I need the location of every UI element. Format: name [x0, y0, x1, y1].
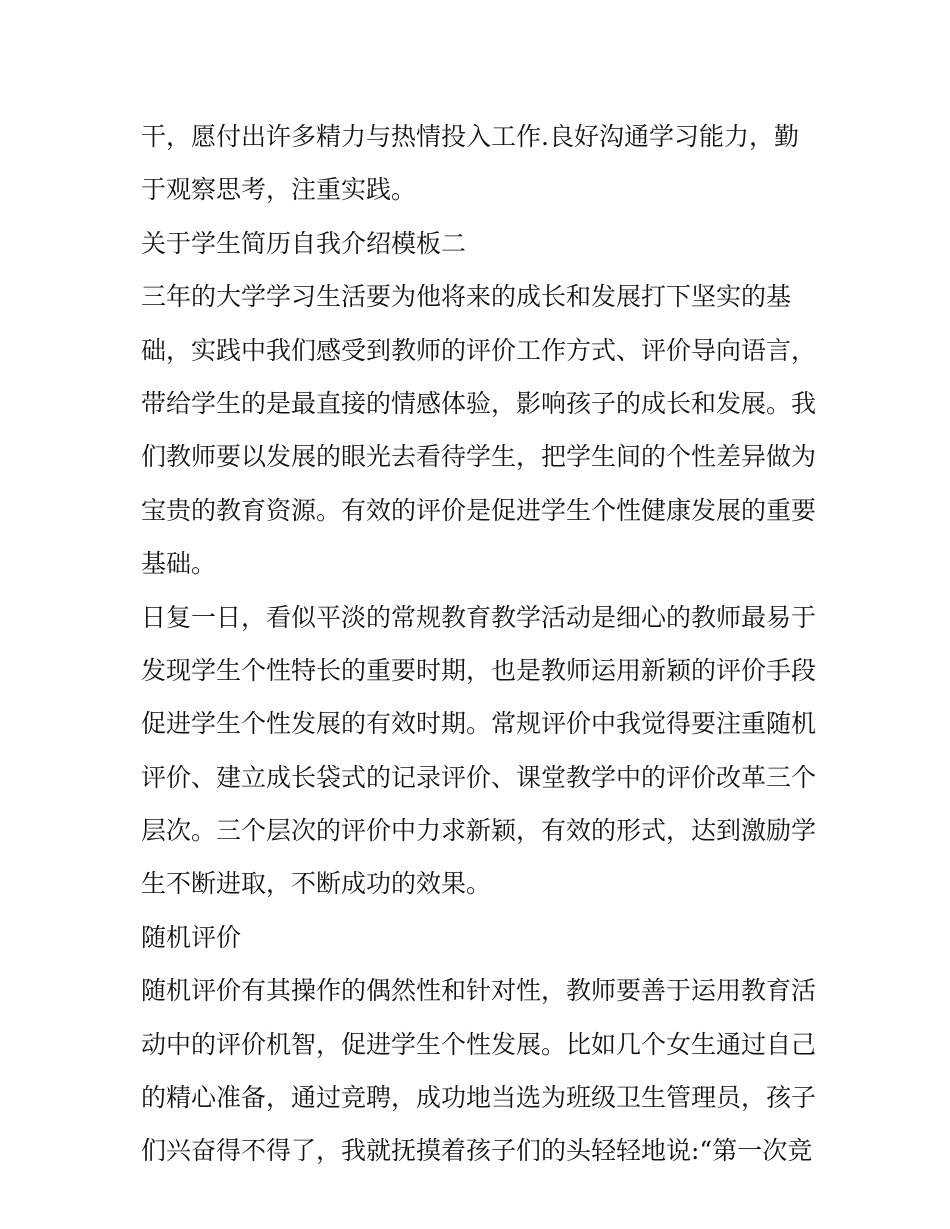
text-line: 评价、建立成长袋式的记录评价、课堂教学中的评价改革三个: [141, 762, 817, 792]
text-line: 于观察思考，注重实践。: [141, 175, 417, 205]
text-line: 们教师要以发展的眼光去看待学生，把学生间的个性差异做为: [141, 442, 817, 472]
text-line: 础，实践中我们感受到教师的评价工作方式、评价导向语言，: [141, 335, 817, 365]
text-line: 随机评价有其操作的偶然性和针对性，教师要善于运用教育活: [141, 976, 817, 1006]
text-line: 们兴奋得不得了，我就抚摸着孩子们的头轻轻地说:“第一次竞: [141, 1136, 813, 1166]
document-body: [141, 110, 841, 1178]
text-line: 生不断进取，不断成功的效果。: [141, 869, 492, 899]
text-line: 层次。三个层次的评价中力求新颖，有效的形式，达到激励学: [141, 816, 817, 846]
text-line: 动中的评价机智，促进学生个性发展。比如几个女生通过自己: [141, 1029, 817, 1059]
text-line: 干，愿付出许多精力与热情投入工作.良好沟通学习能力，勤: [141, 122, 799, 151]
text-line: 三年的大学学习生活要为他将来的成长和发展打下坚实的基: [141, 282, 792, 312]
text-line: 发现学生个性特长的重要时期，也是教师运用新颖的评价手段: [141, 655, 817, 685]
text-line: 日复一日，看似平淡的常规教育教学活动是细心的教师最易于: [141, 602, 817, 632]
text-line: 促进学生个性发展的有效时期。常规评价中我觉得要注重随机: [141, 709, 817, 739]
text-line: 基础。: [141, 549, 217, 579]
text-line: 宝贵的教育资源。有效的评价是促进学生个性健康发展的重要: [141, 495, 817, 525]
text-line: 带给学生的是最直接的情感体验，影响孩子的成长和发展。我: [141, 388, 817, 418]
text-line: 的精心准备，通过竞聘，成功地当选为班级卫生管理员，孩子: [141, 1083, 817, 1113]
section-heading: 关于学生简历自我介绍模板二: [141, 228, 467, 258]
section-heading: 随机评价: [141, 922, 242, 952]
